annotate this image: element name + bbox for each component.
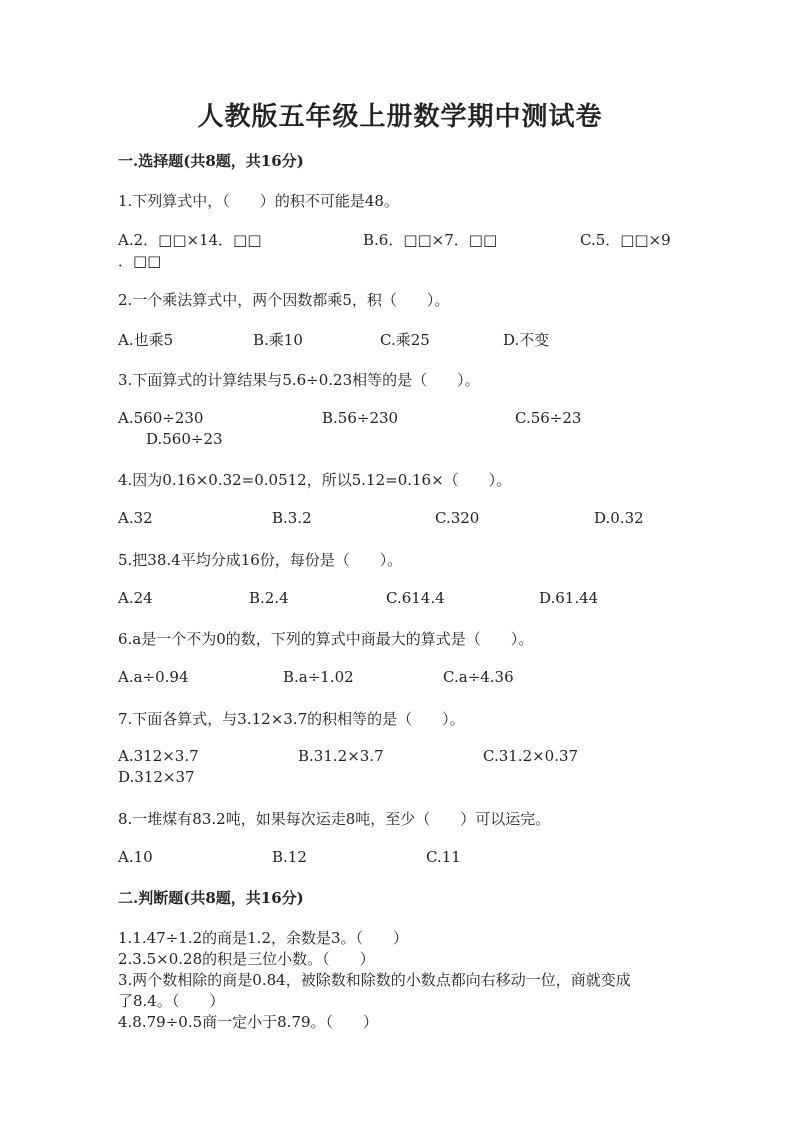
judgment-line-3-continued: 了8.4。（ ） bbox=[118, 992, 225, 1010]
question-5-option-a: A.24 bbox=[118, 589, 153, 607]
section-heading-judgment: 二.判断题(共8题，共16分) bbox=[118, 889, 304, 907]
section-heading-choice: 一.选择题(共8题，共16分) bbox=[118, 152, 304, 170]
page-title: 人教版五年级上册数学期中测试卷 bbox=[197, 102, 603, 132]
question-3-stem: 3.下面算式的计算结果与5.6÷0.23相等的是（ ）。 bbox=[118, 371, 480, 389]
question-6-stem: 6.a是一个不为0的数，下列的算式中商最大的算式是（ ）。 bbox=[118, 630, 534, 648]
question-6-option-c: C.a÷4.36 bbox=[443, 668, 514, 686]
question-4-option-a: A.32 bbox=[118, 509, 153, 527]
question-8-option-a: A.10 bbox=[118, 848, 153, 866]
question-5-option-b: B.2.4 bbox=[249, 589, 289, 607]
question-3-option-b: B.56÷230 bbox=[322, 409, 399, 427]
question-2-option-d: D.不变 bbox=[503, 331, 550, 349]
question-2-stem: 2.一个乘法算式中，两个因数都乘5，积（ ）。 bbox=[118, 291, 450, 309]
question-4-stem: 4.因为0.16×0.32=0.0512，所以5.12=0.16×（ ）。 bbox=[118, 471, 512, 489]
question-4-option-d: D.0.32 bbox=[594, 509, 644, 527]
question-8-option-b: B.12 bbox=[272, 848, 307, 866]
question-2-option-c: C.乘25 bbox=[380, 331, 430, 349]
question-1-option-c: C.5．□□×9 bbox=[580, 231, 671, 249]
question-7-stem: 7.下面各算式，与3.12×3.7的积相等的是（ ）。 bbox=[118, 710, 465, 728]
question-2-option-a: A.也乘5 bbox=[118, 331, 174, 349]
question-4-option-b: B.3.2 bbox=[272, 509, 312, 527]
question-1-option-c-continued: ．□□ bbox=[118, 252, 162, 270]
question-3-option-a: A.560÷230 bbox=[118, 409, 204, 427]
judgment-line-2: 2.3.5×0.28的积是三位小数。（ ） bbox=[118, 950, 375, 968]
question-1-option-b: B.6．□□×7．□□ bbox=[363, 231, 498, 249]
judgment-line-3: 3.两个数相除的商是0.84，被除数和除数的小数点都向右移动一位，商就变成 bbox=[118, 971, 631, 989]
judgment-line-4: 4.8.79÷0.5商一定小于8.79。（ ） bbox=[118, 1013, 379, 1031]
question-6-option-b: B.a÷1.02 bbox=[283, 668, 354, 686]
question-5-option-c: C.614.4 bbox=[386, 589, 445, 607]
question-7-option-d: D.312×37 bbox=[118, 768, 195, 786]
question-5-stem: 5.把38.4平均分成16份，每份是（ ）。 bbox=[118, 551, 403, 569]
question-2-option-b: B.乘10 bbox=[253, 331, 303, 349]
question-4-option-c: C.320 bbox=[435, 509, 480, 527]
question-8-stem: 8.一堆煤有83.2吨，如果每次运走8吨，至少（ ）可以运完。 bbox=[118, 810, 551, 828]
question-5-option-d: D.61.44 bbox=[539, 589, 599, 607]
judgment-line-1: 1.1.47÷1.2的商是1.2，余数是3。（ ） bbox=[118, 929, 409, 947]
question-7-option-c: C.31.2×0.37 bbox=[483, 747, 579, 765]
question-3-option-c: C.56÷23 bbox=[515, 409, 582, 427]
question-1-stem: 1.下列算式中，（ ）的积不可能是48。 bbox=[118, 192, 399, 210]
question-7-option-a: A.312×3.7 bbox=[118, 747, 199, 765]
question-1-option-a: A.2．□□×14．□□ bbox=[118, 231, 262, 249]
question-6-option-a: A.a÷0.94 bbox=[118, 668, 189, 686]
question-8-option-c: C.11 bbox=[426, 848, 461, 866]
question-3-option-d: D.560÷23 bbox=[146, 430, 223, 448]
question-7-option-b: B.31.2×3.7 bbox=[298, 747, 384, 765]
